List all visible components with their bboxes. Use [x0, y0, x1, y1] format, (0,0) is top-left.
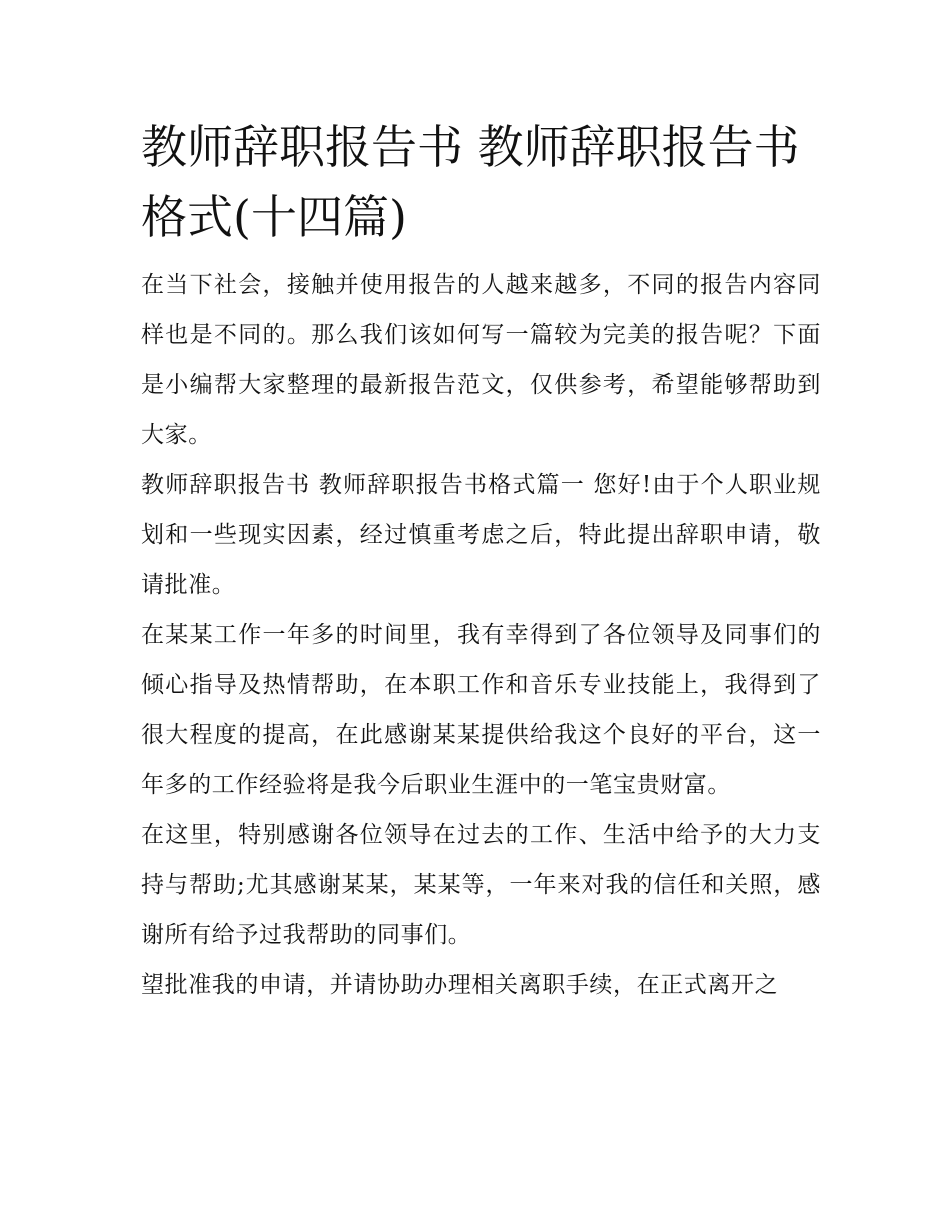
document-title: 教师辞职报告书 教师辞职报告书格式(十四篇) — [141, 120, 800, 244]
paragraph-list — [141, 260, 821, 1010]
gratitude-work-paragraph: 在某某工作一年多的时间里，我有幸得到了各位领导及同事们的倾心指导及热情帮助，在本职工作和音乐专业技能上，我得到了很大程度的提高，在此感谢某某提供给我这个良好的平台，这一年多的工作经验将是我今后职业生涯中的一笔宝贵财富。 — [141, 622, 821, 798]
document-body — [141, 112, 821, 1010]
resignation-opening-paragraph: 教师辞职报告书 教师辞职报告书格式篇一 您好!由于个人职业规划和一些现实因素，经过慎重考虑之后，特此提出辞职申请，敬请批准。 — [141, 472, 821, 598]
request-approval-paragraph: 望批准我的申请，并请协助办理相关离职手续，在正式离开之 — [141, 972, 779, 998]
thanks-leaders-paragraph: 在这里，特别感谢各位领导在过去的工作、生活中给予的大力支持与帮助;尤其感谢某某，某某等，一年来对我的信任和关照，感谢所有给予过我帮助的同事们。 — [141, 822, 821, 948]
intro-paragraph: 在当下社会，接触并使用报告的人越来越多，不同的报告内容同样也是不同的。那么我们该如何写一篇较为完美的报告呢？下面是小编帮大家整理的最新报告范文，仅供参考，希望能够帮助到大家。 — [141, 272, 821, 448]
